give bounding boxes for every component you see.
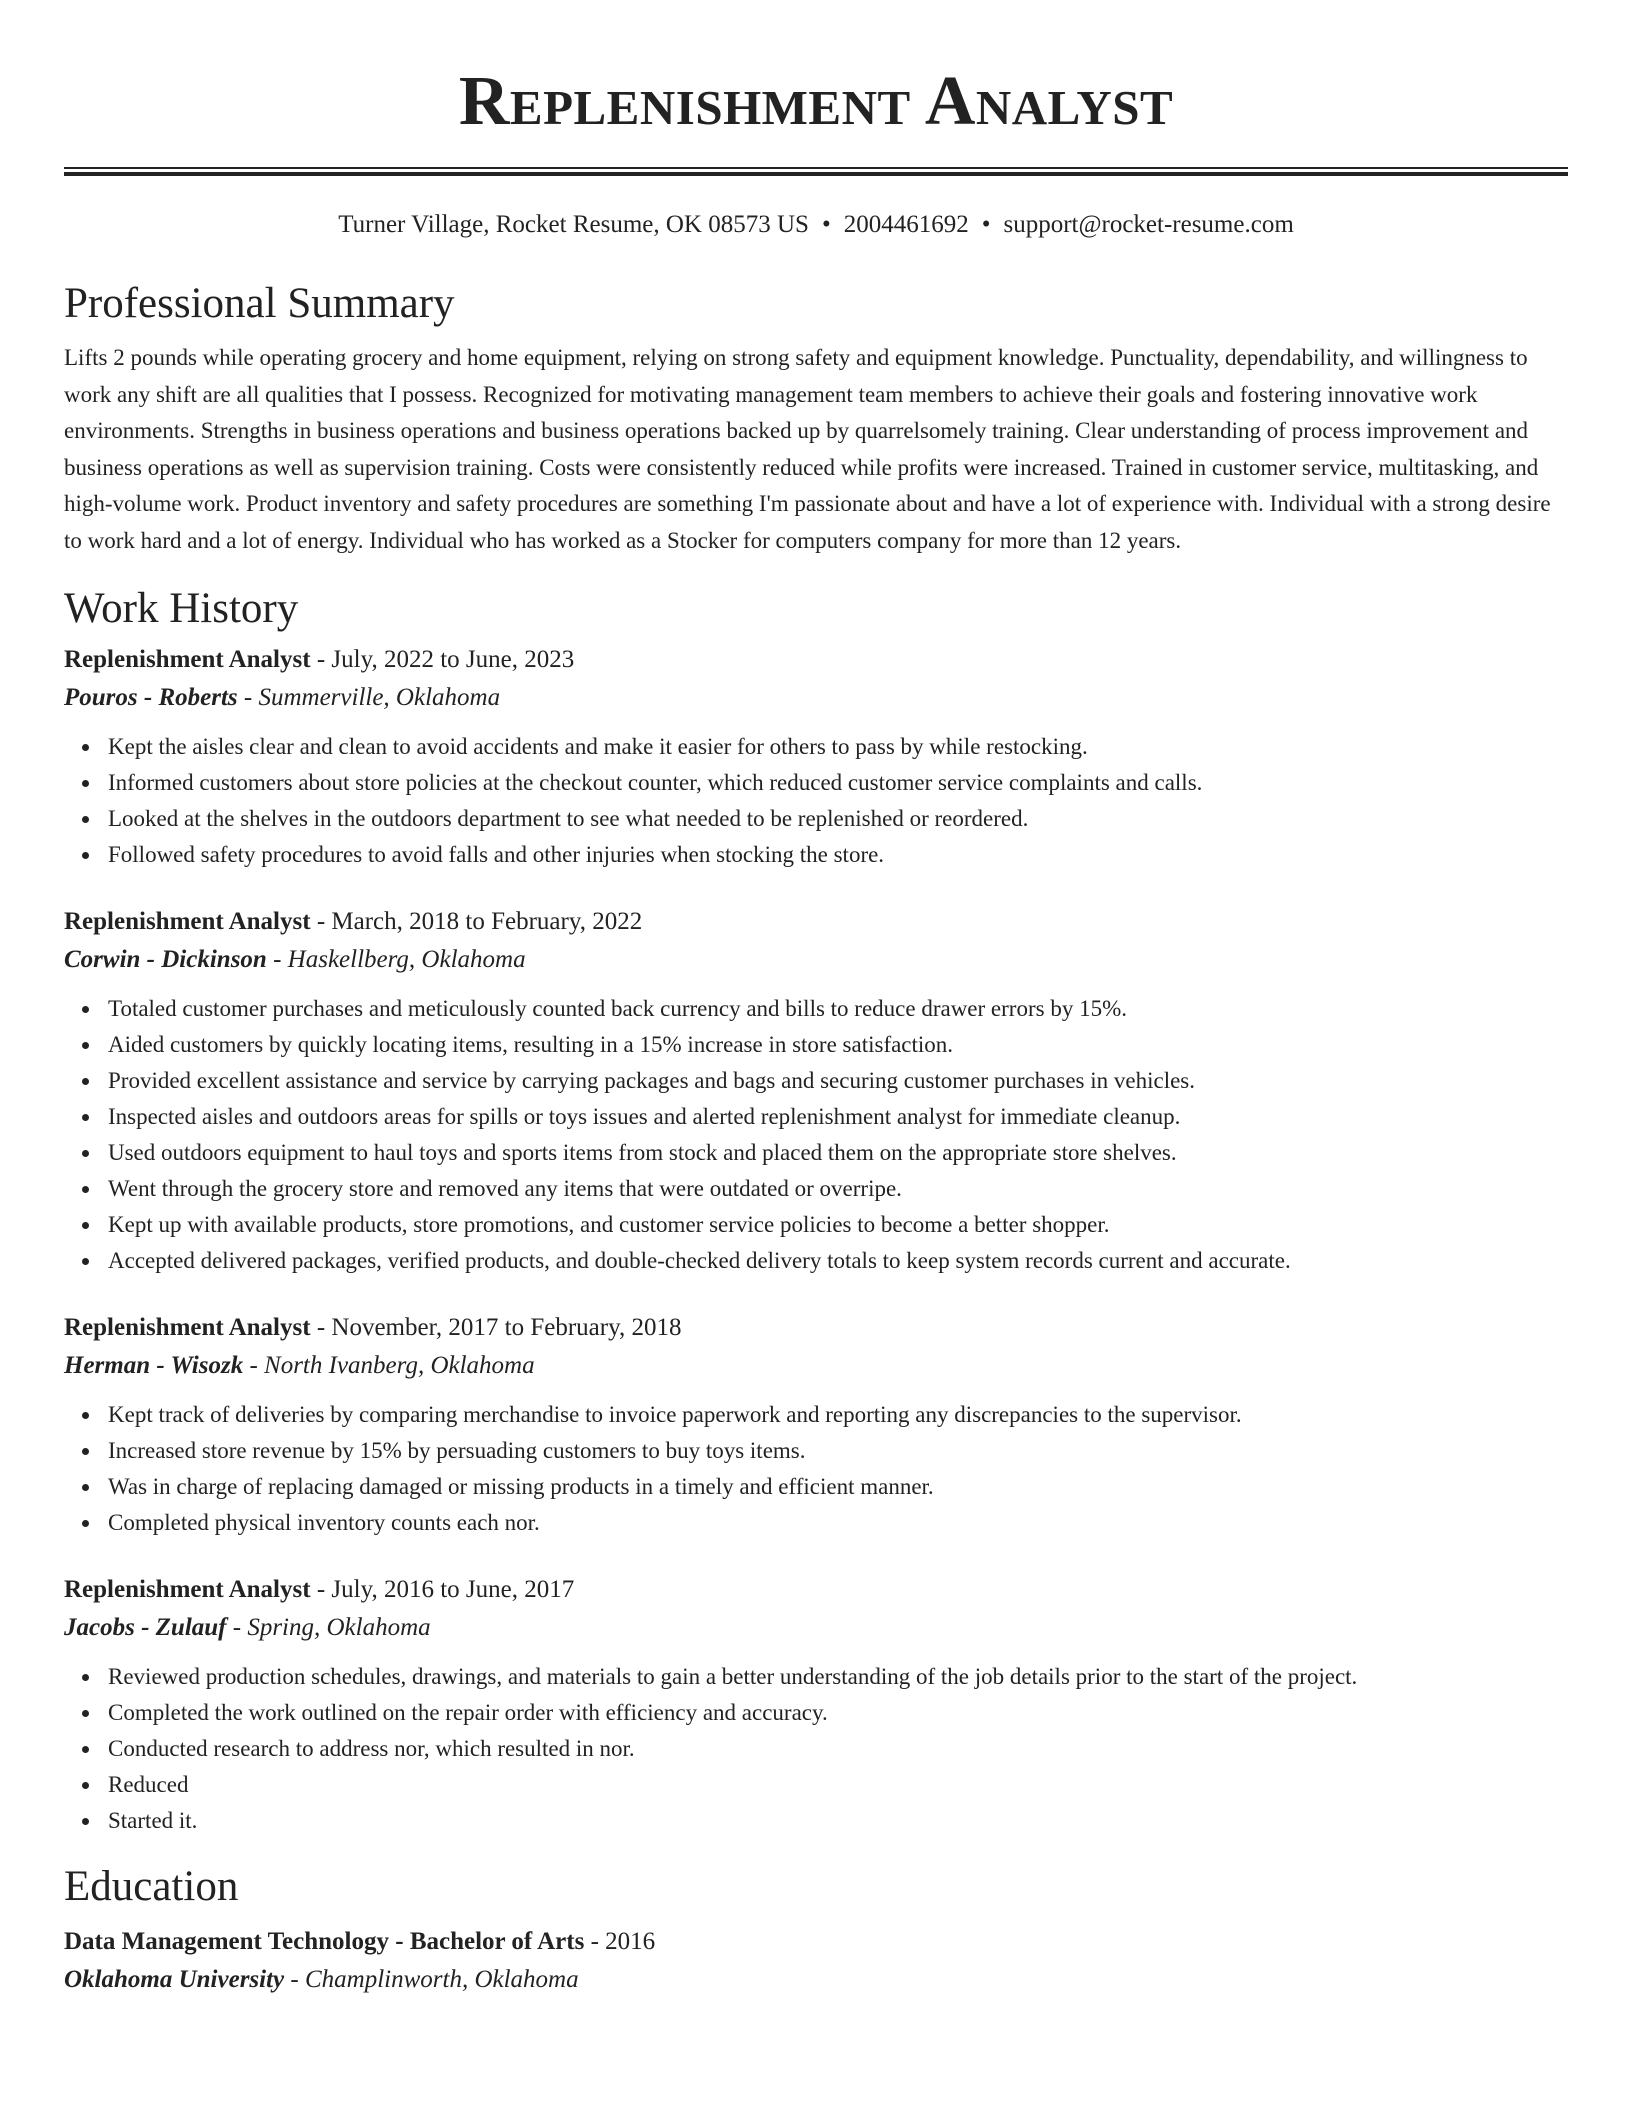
list-item: Used outdoors equipment to haul toys and sports items from stock and placed them on the appropriate store shelves. bbox=[108, 1135, 1568, 1171]
education-degree-line bbox=[64, 1923, 1568, 1961]
job-location: - Summerville, Oklahoma bbox=[237, 684, 501, 711]
job-bullet-list bbox=[64, 991, 1568, 1279]
job-company: Herman - Wisozk bbox=[64, 1352, 244, 1379]
list-item: Kept the aisles clear and clean to avoid accidents and make it easier for others to pass by while restocking. bbox=[108, 729, 1568, 765]
job-entry bbox=[64, 903, 1568, 1279]
list-item: Kept track of deliveries by comparing merchandise to invoice paperwork and reporting any discrepancies to the supervisor. bbox=[108, 1397, 1568, 1433]
education-heading: Education bbox=[64, 1863, 239, 1910]
list-item: Completed physical inventory counts each nor. bbox=[108, 1505, 1568, 1541]
contact-line bbox=[64, 210, 1568, 240]
job-entry bbox=[64, 641, 1568, 873]
job-company-line bbox=[64, 1347, 1568, 1385]
job-entry bbox=[64, 1309, 1568, 1541]
job-role: Replenishment Analyst bbox=[64, 1314, 311, 1341]
job-bullet-list bbox=[64, 1659, 1568, 1839]
education-year: - 2016 bbox=[584, 1928, 656, 1955]
job-company-line bbox=[64, 679, 1568, 717]
header-double-rule bbox=[64, 167, 1568, 176]
job-location: - Spring, Oklahoma bbox=[226, 1614, 431, 1641]
job-bullet-list bbox=[64, 729, 1568, 873]
list-item: Conducted research to address nor, which resulted in nor. bbox=[108, 1731, 1568, 1767]
education-school: Oklahoma University bbox=[64, 1966, 285, 1993]
list-item: Increased store revenue by 15% by persuading customers to buy toys items. bbox=[108, 1433, 1568, 1469]
summary-heading: Professional Summary bbox=[64, 280, 455, 327]
candidate-name: Replenishment Analyst bbox=[458, 63, 1174, 140]
work-history-heading: Work History bbox=[64, 585, 299, 632]
job-company-line bbox=[64, 941, 1568, 979]
list-item: Reduced bbox=[108, 1767, 1568, 1803]
list-item: Went through the grocery store and removed any items that were outdated or overripe. bbox=[108, 1171, 1568, 1207]
job-company: Pouros - Roberts bbox=[64, 684, 238, 711]
contact-separator: • bbox=[981, 211, 991, 238]
spacer bbox=[64, 1279, 1568, 1309]
summary-text: Lifts 2 pounds while operating grocery and home equipment, relying on strong safety and equipment knowledge. Punctuality, dependability, and willingness to work any shift are all qualities that I possess. Recognized for motivating management team members to achieve their goals and fostering innovative work environments. Strengths in business operations and business operations backed up by quarrelsomely training. Clear understanding of process improvement and business operations as well as supervision training. Costs were consistently reduced while profits were increased. Trained in customer service, multitasking, and high-volume work. Product inventory and safety procedures are something I'm passionate about and have a lot of experience with. Individual with a strong desire to work hard and a lot of energy. Individual who has worked as a Stocker for computers company for more than 12 years. bbox=[64, 345, 1551, 553]
job-dates: - November, 2017 to February, 2018 bbox=[310, 1314, 682, 1341]
education-location: - Champlinworth, Oklahoma bbox=[284, 1966, 579, 1993]
list-item: Completed the work outlined on the repair order with efficiency and accuracy. bbox=[108, 1695, 1568, 1731]
job-title-line bbox=[64, 1571, 1568, 1609]
job-location: - Haskellberg, Oklahoma bbox=[266, 946, 526, 973]
list-item: Totaled customer purchases and meticulously counted back currency and bills to reduce drawer errors by 15%. bbox=[108, 991, 1568, 1027]
job-dates: - July, 2016 to June, 2017 bbox=[310, 1576, 575, 1603]
job-title-line bbox=[64, 641, 1568, 679]
spacer bbox=[64, 1541, 1568, 1571]
job-role: Replenishment Analyst bbox=[64, 908, 311, 935]
job-dates: - March, 2018 to February, 2022 bbox=[310, 908, 643, 935]
job-role: Replenishment Analyst bbox=[64, 646, 311, 673]
list-item: Provided excellent assistance and service by carrying packages and bags and securing customer purchases in vehicles. bbox=[108, 1063, 1568, 1099]
education-entry bbox=[64, 1923, 1568, 1999]
contact-address: Turner Village, Rocket Resume, OK 08573 US bbox=[338, 211, 809, 238]
list-item: Inspected aisles and outdoors areas for spills or toys issues and alerted replenishment analyst for immediate cleanup. bbox=[108, 1099, 1568, 1135]
job-company-line bbox=[64, 1609, 1568, 1647]
job-dates: - July, 2022 to June, 2023 bbox=[310, 646, 575, 673]
job-title-line bbox=[64, 1309, 1568, 1347]
list-item: Informed customers about store policies at the checkout counter, which reduced customer service complaints and calls. bbox=[108, 765, 1568, 801]
contact-email: support@rocket-resume.com bbox=[1003, 211, 1294, 238]
list-item: Aided customers by quickly locating items, resulting in a 15% increase in store satisfaction. bbox=[108, 1027, 1568, 1063]
contact-separator: • bbox=[821, 211, 831, 238]
job-company: Jacobs - Zulauf bbox=[64, 1614, 227, 1641]
list-item: Accepted delivered packages, verified products, and double-checked delivery totals to keep system records current and accurate. bbox=[108, 1243, 1568, 1279]
spacer bbox=[64, 873, 1568, 903]
job-role: Replenishment Analyst bbox=[64, 1576, 311, 1603]
list-item: Looked at the shelves in the outdoors department to see what needed to be replenished or reordered. bbox=[108, 801, 1568, 837]
education-school-line bbox=[64, 1961, 1568, 1999]
list-item: Was in charge of replacing damaged or missing products in a timely and efficient manner. bbox=[108, 1469, 1568, 1505]
job-bullet-list bbox=[64, 1397, 1568, 1541]
list-item: Followed safety procedures to avoid falls and other injuries when stocking the store. bbox=[108, 837, 1568, 873]
job-company: Corwin - Dickinson bbox=[64, 946, 267, 973]
job-title-line bbox=[64, 903, 1568, 941]
job-location: - North Ivanberg, Oklahoma bbox=[243, 1352, 535, 1379]
job-entry bbox=[64, 1571, 1568, 1839]
list-item: Kept up with available products, store promotions, and customer service policies to become a better shopper. bbox=[108, 1207, 1568, 1243]
list-item: Started it. bbox=[108, 1803, 1568, 1839]
education-degree: Data Management Technology - Bachelor of Arts bbox=[64, 1928, 585, 1955]
list-item: Reviewed production schedules, drawings, and materials to gain a better understanding of the job details prior to the start of the project. bbox=[108, 1659, 1568, 1695]
contact-phone: 2004461692 bbox=[843, 211, 969, 238]
